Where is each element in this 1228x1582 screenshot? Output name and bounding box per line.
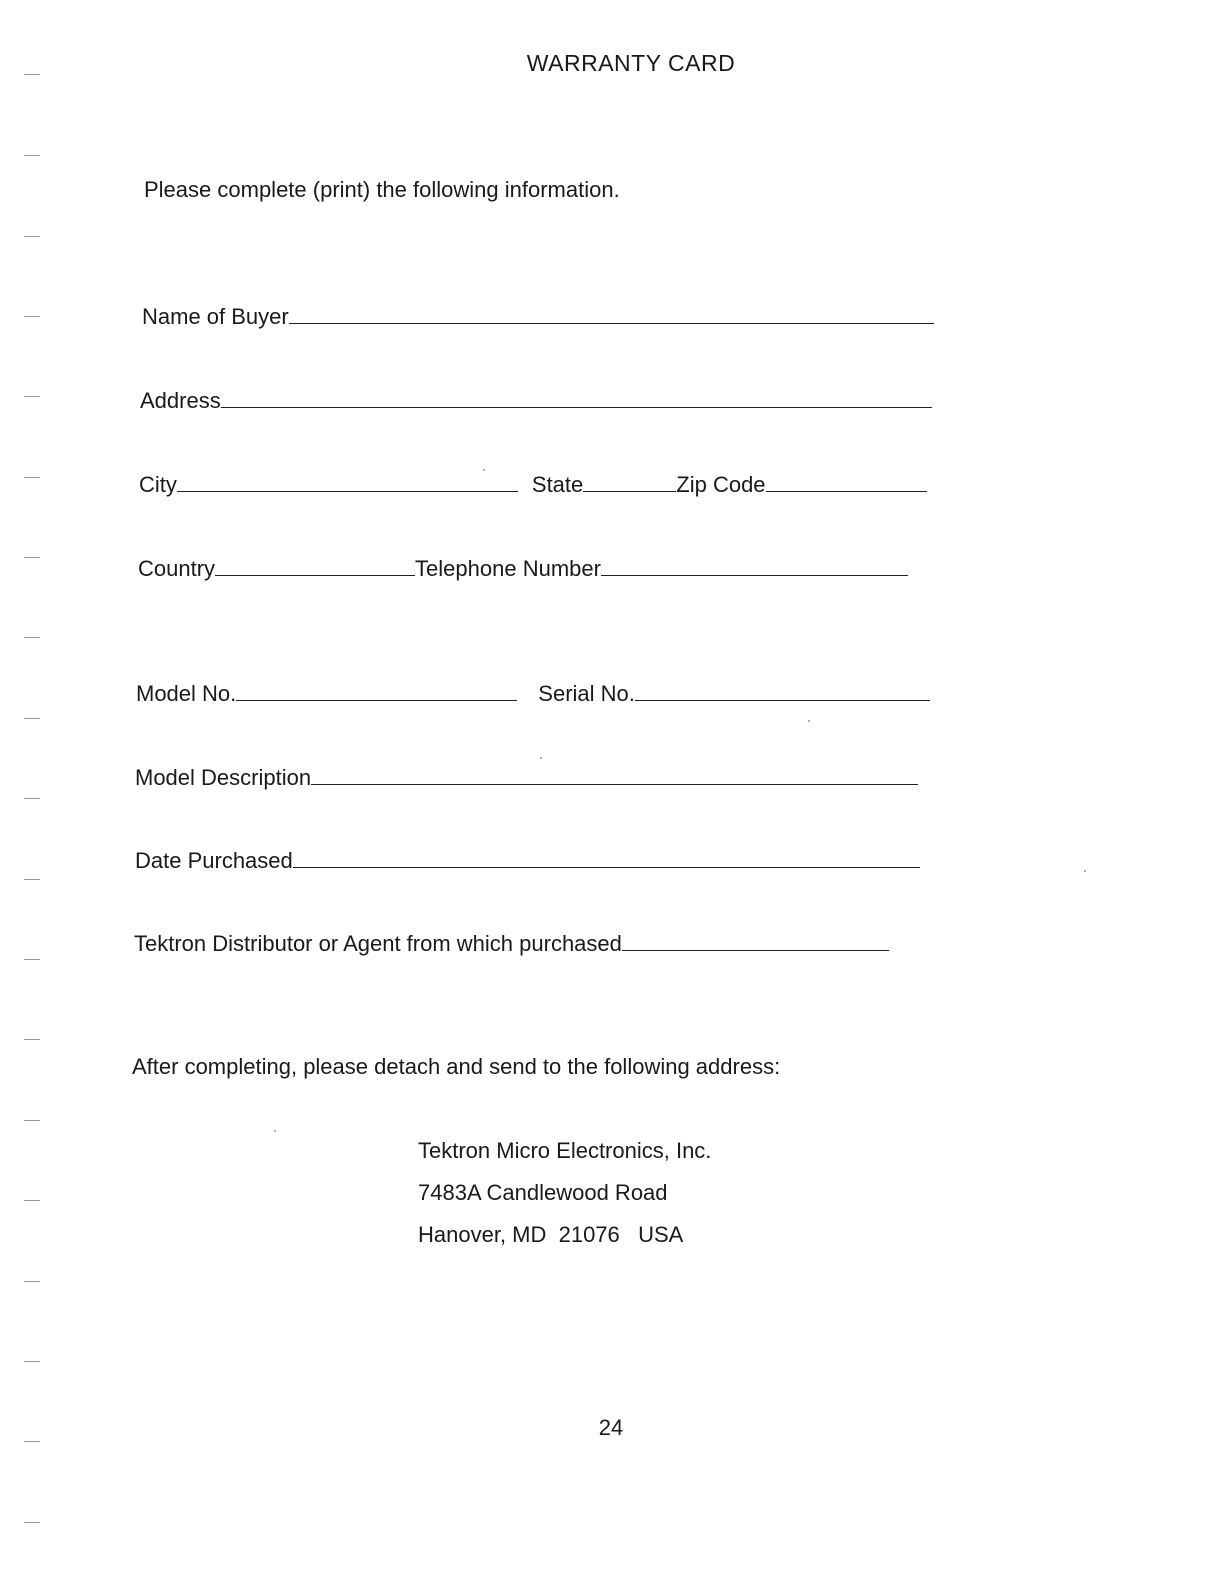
distributor-field[interactable] [622, 950, 889, 951]
distributor-label: Tektron Distributor or Agent from which purchased [134, 931, 622, 956]
country-field[interactable] [215, 575, 415, 576]
address-label: Address [140, 388, 221, 413]
scan-speck [540, 757, 542, 759]
scan-speck [808, 720, 810, 722]
name-of-buyer-row [142, 300, 934, 330]
zip-code-label: Zip Code [676, 472, 766, 497]
serial-no-field[interactable] [635, 700, 930, 701]
country-telephone-row [138, 552, 908, 582]
scan-speck [274, 1130, 276, 1132]
model-no-field[interactable] [236, 700, 517, 701]
zip-code-field[interactable] [766, 491, 927, 492]
city-field[interactable] [177, 491, 518, 492]
model-description-row [135, 761, 918, 791]
instruction-text: Please complete (print) the following information. [144, 177, 620, 202]
city-label: City [139, 472, 177, 497]
city-state-zip-row [139, 468, 927, 498]
date-purchased-field[interactable] [293, 867, 920, 868]
model-no-label: Model No. [136, 681, 237, 706]
page-number: 24 [598, 1415, 624, 1440]
serial-no-label: Serial No. [538, 681, 635, 706]
address-field[interactable] [221, 407, 932, 408]
model-description-field[interactable] [311, 784, 918, 785]
name-of-buyer-field[interactable] [289, 323, 934, 324]
name-of-buyer-label: Name of Buyer [142, 304, 289, 329]
send-instruction-text: After completing, please detach and send to the following address: [132, 1054, 781, 1079]
page-title: WARRANTY CARD [526, 50, 736, 76]
distributor-row [134, 927, 889, 957]
address-street: 7483A Candlewood Road [418, 1180, 668, 1205]
country-label: Country [138, 556, 216, 581]
date-purchased-row [135, 844, 920, 874]
telephone-number-label: Telephone Number [415, 556, 601, 581]
address-city-state-zip: Hanover, MD 21076 USA [418, 1222, 684, 1247]
state-label: State [531, 472, 584, 497]
address-company: Tektron Micro Electronics, Inc. [418, 1138, 712, 1163]
telephone-number-field[interactable] [601, 575, 908, 576]
state-field[interactable] [583, 491, 676, 492]
date-purchased-label: Date Purchased [135, 848, 293, 873]
address-row [140, 384, 932, 414]
scan-speck [1084, 870, 1086, 872]
model-description-label: Model Description [135, 765, 312, 790]
model-serial-row [136, 677, 930, 707]
